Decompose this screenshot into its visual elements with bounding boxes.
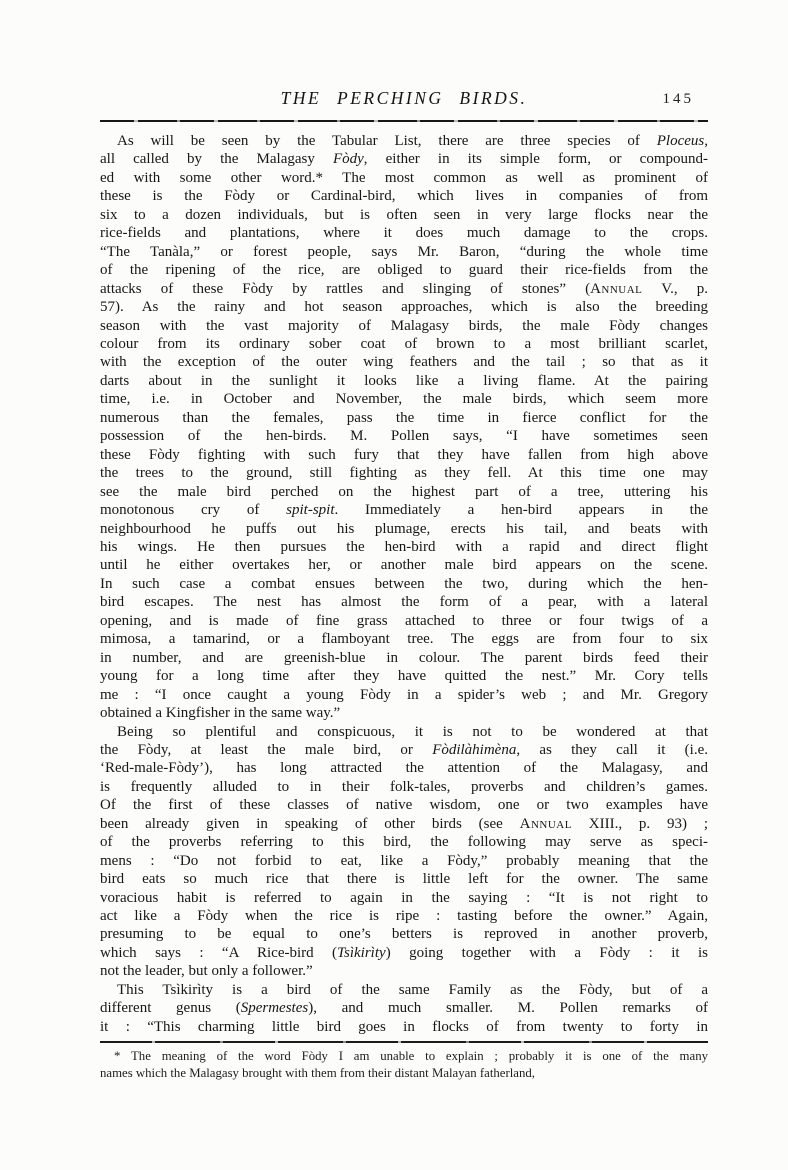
footnote <box>100 1048 708 1082</box>
text-line: time, i.e. in October and November, the male birds, which seem more <box>100 391 708 408</box>
header-rule <box>100 120 708 122</box>
footnote-rule <box>100 1041 708 1043</box>
text-line: presuming to be equal to one’s betters is reproved in another proverb, <box>100 926 708 943</box>
text-line: attacks of these Fòdy by rattles and slinging of stones” (Annual V., p. <box>100 280 708 297</box>
body-text <box>100 132 708 1036</box>
text-line: all called by the Malagasy Fòdy, either in its simple form, or compound- <box>100 151 708 168</box>
text-line: these is the Fòdy or Cardinal-bird, which lives in companies of from <box>100 188 708 205</box>
text-line: “The Tanàla,” or forest people, says Mr. Baron, “during the whole time <box>100 243 708 260</box>
text-line: voracious habit is referred to again in the saying : “It is not right to <box>100 889 708 906</box>
text-line: which says : “A Rice-bird (Tsìkirìty) going together with a Fòdy : it is <box>100 944 708 961</box>
text-line: 57). As the rainy and hot season approaches, which is also the breeding <box>100 299 708 316</box>
text-line: six to a dozen individuals, but is often seen in very large flocks near the <box>100 206 708 223</box>
text-line: these Fòdy fighting with such fury that they have fallen from high above <box>100 446 708 463</box>
text-line: bird eats so much rice that there is little left for the owner. The same <box>100 871 708 888</box>
text-line: in number, and are greenish-blue in colour. The parent birds feed their <box>100 649 708 666</box>
paragraph <box>100 132 708 723</box>
text-line: act like a Fòdy when the rice is ripe : tasting before the owner.” Again, <box>100 908 708 925</box>
text-line: the trees to the ground, still fighting as they fell. At this time one may <box>100 465 708 482</box>
text-line: names which the Malagasy brought with them from their distant Malayan fatherland, <box>100 1066 535 1080</box>
text-line: not the leader, but only a follower.” <box>100 963 313 980</box>
text-line: of the proverbs referring to this bird, the following may serve as speci- <box>100 834 708 851</box>
text-line: monotonous cry of spit-spit. Immediately a hen-bird appears in the <box>100 502 708 519</box>
text-line: young for a long time after they have quitted the nest.” Mr. Cory tells <box>100 668 708 685</box>
text-line: Of the first of these classes of native wisdom, one or two examples have <box>100 797 708 814</box>
text-line: neighbourhood he puffs out his plumage, erects his tail, and beats with <box>100 520 708 537</box>
text-line: of the ripening of the rice, are obliged to guard their rice-fields from the <box>100 262 708 279</box>
text-line: Being so plentiful and conspicuous, it is not to be wondered at that <box>117 723 708 740</box>
text-line: season with the vast majority of Malagasy birds, the male Fòdy changes <box>100 317 708 334</box>
text-line: mens : “Do not forbid to eat, like a Fòdy,” probably meaning that the <box>100 852 708 869</box>
text-line: is frequently alluded to in their folk-tales, proverbs and children’s games. <box>100 778 708 795</box>
text-line: As will be seen by the Tabular List, there are three species of Ploceus, <box>117 133 708 149</box>
text-line: possession of the hen-birds. M. Pollen says, “I have sometimes seen <box>100 428 708 445</box>
text-line: darts about in the sunlight it looks like a living flame. At the pairing <box>100 372 708 389</box>
text-line: * The meaning of the word Fòdy I am unable to explain ; probably it is one of the many <box>114 1049 708 1064</box>
text-line: rice-fields and plantations, where it does much damage to the crops. <box>100 225 708 242</box>
text-line: This Tsìkirìty is a bird of the same Family as the Fòdy, but of a <box>117 981 708 998</box>
text-line: me : “I once caught a young Fòdy in a spider’s web ; and Mr. Gregory <box>100 686 708 703</box>
text-line: In such case a combat ensues between the two, during which the hen- <box>100 575 708 592</box>
text-line: ‘Red-male-Fòdy’), has long attracted the attention of the Malagasy, and <box>100 760 708 777</box>
text-line: numerous than the females, pass the time in fierce conflict for the <box>100 409 708 426</box>
text-line: colour from its ordinary sober coat of brown to a most brilliant scarlet, <box>100 335 708 352</box>
text-line: the Fòdy, at least the male bird, or Fòdilàhimèna, as they call it (i.e. <box>100 741 708 758</box>
running-title: THE PERCHING BIRDS. <box>280 88 528 108</box>
text-line: opening, and is made of fine grass attached to three or four twigs of a <box>100 612 708 629</box>
text-line: his wings. He then pursues the hen-bird with a rapid and direct flight <box>100 538 708 555</box>
text-block <box>100 86 708 1082</box>
text-line: different genus (Spermestes), and much smaller. M. Pollen remarks of <box>100 1000 708 1017</box>
text-line: mimosa, a tamarind, or a flamboyant tree. The eggs are from four to six <box>100 631 708 648</box>
text-line: been already given in speaking of other birds (see Annual XIII., p. 93) ; <box>100 815 708 832</box>
text-line: it : “This charming little bird goes in flocks of from twenty to forty in <box>100 1018 708 1035</box>
text-line: bird escapes. The nest has almost the form of a pear, with a lateral <box>100 594 708 611</box>
page-number: 145 <box>662 91 694 107</box>
page-header <box>100 86 708 110</box>
text-line: until he either overtakes her, or another male bird appears on the scene. <box>100 557 708 574</box>
text-line: with the exception of the outer wing feathers and the tail ; so that as it <box>100 354 708 371</box>
text-line: obtained a Kingfisher in the same way.” <box>100 705 341 722</box>
text-line: ed with some other word.* The most common as well as prominent of <box>100 169 708 186</box>
paragraph <box>100 723 708 981</box>
text-line: see the male bird perched on the highest part of a tree, uttering his <box>100 483 708 500</box>
paragraph <box>100 981 708 1036</box>
